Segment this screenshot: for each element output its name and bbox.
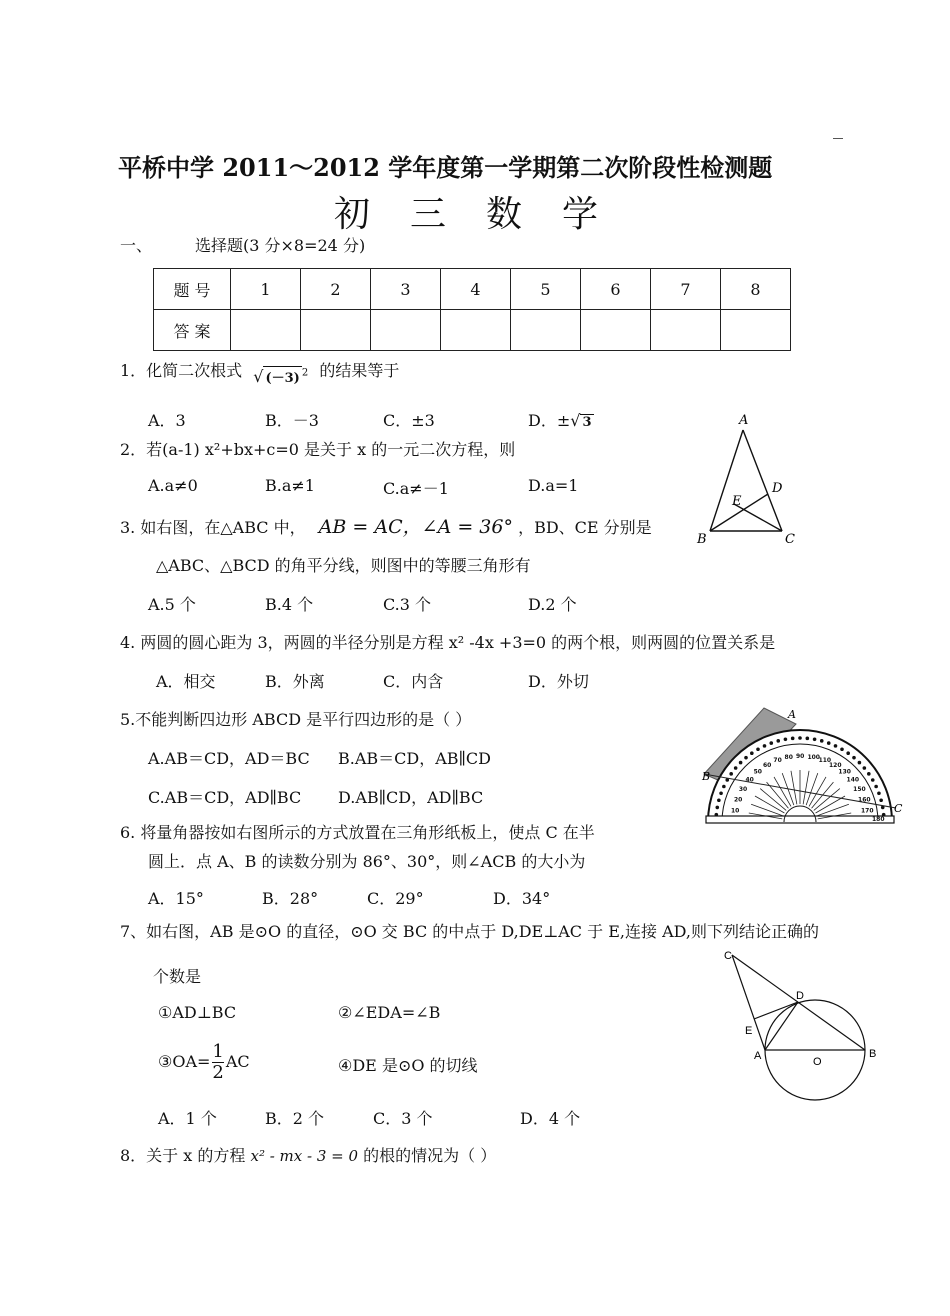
q3-label-b: B xyxy=(697,532,707,547)
section-number: 一、 xyxy=(120,236,153,255)
q1-option-c: C．±3 xyxy=(383,411,435,430)
q7-segment-de xyxy=(754,1002,798,1019)
protractor-tick xyxy=(846,751,850,755)
protractor-tick xyxy=(734,766,738,770)
q2-option-d: D.a=1 xyxy=(528,476,579,495)
protractor-tick xyxy=(827,741,831,745)
answer-cell[interactable] xyxy=(511,310,581,351)
protractor-tick xyxy=(840,747,844,751)
q6-stem-line1: 6. 将量角器按如右图所示的方式放置在三角形纸板上，使点 C 在半 xyxy=(120,823,595,842)
protractor-tick xyxy=(874,785,878,789)
q1-radicand: (－3) xyxy=(263,366,301,386)
q4-option-a: A．相交 xyxy=(156,672,216,691)
answer-cell[interactable] xyxy=(651,310,721,351)
protractor-tick xyxy=(715,806,719,810)
q7-label-o: O xyxy=(813,1056,822,1068)
q6-option-a: A．15° xyxy=(148,889,204,908)
q7-circle-figure xyxy=(718,945,893,1105)
protractor-tick xyxy=(744,756,748,760)
q1-exponent: 2 xyxy=(301,367,309,379)
protractor-tick xyxy=(717,798,721,802)
protractor-scale-label: 40 xyxy=(745,776,754,784)
q7-stem-line2: 个数是 xyxy=(153,967,202,986)
q7-conclusion-1: ①AD⊥BC xyxy=(158,1003,237,1022)
protractor-scale-label: 100 xyxy=(807,754,820,762)
q6-protractor-base xyxy=(706,816,894,823)
protractor-scale-label: 70 xyxy=(773,756,782,764)
q6-label-b: B xyxy=(702,770,711,783)
q8-formula: x² - mx - 3 = 0 xyxy=(250,1147,359,1165)
q1-radical: √ (－3) $^2$ xyxy=(253,367,309,386)
protractor-scale-label: 140 xyxy=(846,776,860,784)
q6-option-d: D．34° xyxy=(493,889,551,908)
q2-stem: 2．若(a-1) x²+bx+c=0 是关于 x 的一元二次方程，则 xyxy=(120,440,516,459)
answer-table-answer-row xyxy=(154,310,791,351)
protractor-tick xyxy=(722,785,726,789)
answer-row-label: 答 案 xyxy=(154,310,231,351)
protractor-scale-label: 110 xyxy=(818,756,832,764)
q2-option-a: A.a≠0 xyxy=(148,476,198,495)
protractor-tick xyxy=(739,761,743,765)
protractor-tick xyxy=(750,751,754,755)
protractor-scale-label: 10 xyxy=(731,807,740,815)
q7-label-b: B xyxy=(869,1048,877,1060)
q7-label-d: D xyxy=(796,990,804,1002)
question-number-cell: 4 xyxy=(441,269,511,310)
answer-table xyxy=(153,268,791,351)
q3-option-b: B.4 个 xyxy=(265,595,314,614)
protractor-tick xyxy=(784,737,788,741)
q3-label-e: E xyxy=(732,494,742,509)
protractor-scale-label: 160 xyxy=(858,796,871,804)
q7-option-d: D．4 个 xyxy=(520,1109,581,1128)
q6-label-c: C xyxy=(894,802,903,815)
q5-option-a: A.AB＝CD，AD＝BC xyxy=(148,749,310,768)
q7-c3-prefix: ③OA= xyxy=(158,1052,211,1071)
q7-c3-suffix: AC xyxy=(225,1052,250,1071)
protractor-scale-label: 180 xyxy=(872,816,885,823)
q3-stem-line2: △ABC、△BCD 的角平分线，则图中的等腰三角形有 xyxy=(156,556,531,575)
q5-option-c: C.AB＝CD，AD∥BC xyxy=(148,788,302,807)
answer-cell[interactable] xyxy=(441,310,511,351)
q5-option-b: B.AB＝CD，AB∥CD xyxy=(338,749,492,768)
protractor-tick xyxy=(867,772,871,776)
q7-conclusion-2: ②∠EDA=∠B xyxy=(338,1003,441,1022)
protractor-scale-label: 20 xyxy=(733,796,743,804)
q7-option-b: B．2 个 xyxy=(265,1109,325,1128)
q3-label-d: D xyxy=(772,481,783,496)
q7-conclusion-3 xyxy=(158,1042,250,1083)
q3-label-a: A xyxy=(739,413,749,428)
q1-option-b: B．－3 xyxy=(265,411,319,430)
exam-title: 平桥中学 2011～2012 学年度第一学期第二次阶段性检测题 xyxy=(118,153,773,182)
protractor-tick xyxy=(806,737,810,741)
protractor-tick xyxy=(858,761,862,765)
protractor-scale-label: 90 xyxy=(796,753,805,760)
question-number-cell: 5 xyxy=(511,269,581,310)
q6-stem-line2: 圆上．点 A、B 的读数分别为 86°、30°，则∠ACB 的大小为 xyxy=(148,852,586,871)
q6-protractor-figure xyxy=(696,702,906,830)
q1-option-d-text: D．± xyxy=(528,411,571,430)
protractor-scale-label: 30 xyxy=(738,786,748,793)
q1-stem xyxy=(120,358,399,386)
protractor-tick xyxy=(715,813,719,817)
protractor-tick xyxy=(763,744,767,748)
subject-title: 初三数学 xyxy=(334,194,639,234)
q7-option-a: A．1 个 xyxy=(158,1109,217,1128)
q7-c3-numerator: 1 xyxy=(212,1041,224,1062)
q1-stem-after: 的结果等于 xyxy=(319,361,400,380)
q6-option-c: C．29° xyxy=(367,889,424,908)
protractor-tick xyxy=(756,747,760,751)
protractor-scale-label: 170 xyxy=(860,807,874,815)
q1-option-a: A．3 xyxy=(148,411,186,430)
protractor-tick xyxy=(879,798,883,802)
answer-cell[interactable] xyxy=(721,310,791,351)
answer-cell[interactable] xyxy=(581,310,651,351)
protractor-scale-label: 50 xyxy=(753,768,762,776)
corner-mark xyxy=(833,138,843,139)
protractor-tick xyxy=(834,744,838,748)
q7-c3-denominator: 2 xyxy=(212,1062,224,1083)
q3-option-c: C.3 个 xyxy=(383,595,432,614)
question-number-cell: 8 xyxy=(721,269,791,310)
section-title: 选择题(3 分×8=24 分) xyxy=(195,236,366,255)
answer-table-header-row xyxy=(154,269,791,310)
answer-table-label: 题 号 xyxy=(154,269,231,310)
protractor-tick xyxy=(871,778,875,782)
q3-label-c: C xyxy=(785,532,795,547)
q7-c3-fraction xyxy=(212,1042,223,1083)
q3-stem xyxy=(120,512,652,539)
q3-formula: AB = AC，∠A = 36° xyxy=(318,516,513,538)
q1-option-d-radicand: 3 xyxy=(582,415,592,430)
q3-side-ab xyxy=(710,430,743,531)
protractor-scale-label: 150 xyxy=(853,786,866,793)
q7-conclusion-4: ④DE 是⊙O 的切线 xyxy=(338,1056,478,1075)
protractor-tick xyxy=(852,756,856,760)
question-number-cell: 6 xyxy=(581,269,651,310)
protractor-scale-label: 120 xyxy=(829,761,842,769)
protractor-tick xyxy=(798,736,802,740)
q1-stem-before: 1．化简二次根式 xyxy=(120,361,243,380)
q3-option-a: A.5 个 xyxy=(148,595,196,614)
protractor-tick xyxy=(820,739,824,743)
protractor-tick xyxy=(877,791,881,795)
protractor-scale-label: 60 xyxy=(763,761,772,769)
q5-stem: 5.不能判断四边形 ABCD 是平行四边形的是（ ） xyxy=(120,710,472,729)
q7-segment-ad xyxy=(765,1002,798,1050)
q8-stem xyxy=(120,1143,496,1166)
q7-label-e: E xyxy=(745,1025,753,1037)
protractor-tick xyxy=(791,737,795,741)
protractor-scale-label: 80 xyxy=(784,754,793,762)
q4-option-c: C．内含 xyxy=(383,672,444,691)
q6-label-a: A xyxy=(788,708,796,721)
q3-stem-b: ，BD、CE 分别是 xyxy=(518,518,652,537)
q4-option-b: B．外离 xyxy=(265,672,325,691)
protractor-tick xyxy=(719,791,723,795)
question-number-cell: 2 xyxy=(301,269,371,310)
q3-option-d: D.2 个 xyxy=(528,595,577,614)
q7-label-a: A xyxy=(754,1050,762,1062)
protractor-tick xyxy=(769,741,773,745)
protractor-tick xyxy=(813,737,817,741)
q7-label-c: C xyxy=(724,950,732,962)
q3-stem-a: 3. 如右图，在△ABC 中， xyxy=(120,518,306,537)
protractor-tick xyxy=(863,766,867,770)
protractor-scale-label: 130 xyxy=(838,768,851,776)
q2-option-b: B.a≠1 xyxy=(265,476,315,495)
q4-option-d: D．外切 xyxy=(528,672,589,691)
q8-stem-after: 的根的情况为（ ） xyxy=(363,1146,497,1165)
protractor-tick xyxy=(776,739,780,743)
q6-option-b: B．28° xyxy=(262,889,319,908)
answer-cell[interactable] xyxy=(231,310,301,351)
answer-cell[interactable] xyxy=(371,310,441,351)
question-number-cell: 3 xyxy=(371,269,441,310)
q8-stem-before: 8．关于 x 的方程 xyxy=(120,1146,246,1165)
q1-option-d: D．±√ 3 xyxy=(528,411,592,430)
q4-stem: 4. 两圆的圆心距为 3，两圆的半径分别是方程 x² -4x +3=0 的两个根，则两圆的位置关系是 xyxy=(120,633,776,652)
question-number-cell: 7 xyxy=(651,269,721,310)
question-number-cell: 1 xyxy=(231,269,301,310)
q7-stem-line1: 7、如右图，AB 是⊙O 的直径，⊙O 交 BC 的中点于 D,DE⊥AC 于 E,连接 AD,则下列结论正确的 xyxy=(120,922,819,941)
protractor-tick xyxy=(729,772,733,776)
answer-cell[interactable] xyxy=(301,310,371,351)
q2-option-c: C.a≠－1 xyxy=(383,479,449,498)
q3-triangle-figure xyxy=(690,408,810,548)
q7-option-c: C．3 个 xyxy=(373,1109,433,1128)
q5-option-d: D.AB∥CD，AD∥BC xyxy=(338,788,484,807)
